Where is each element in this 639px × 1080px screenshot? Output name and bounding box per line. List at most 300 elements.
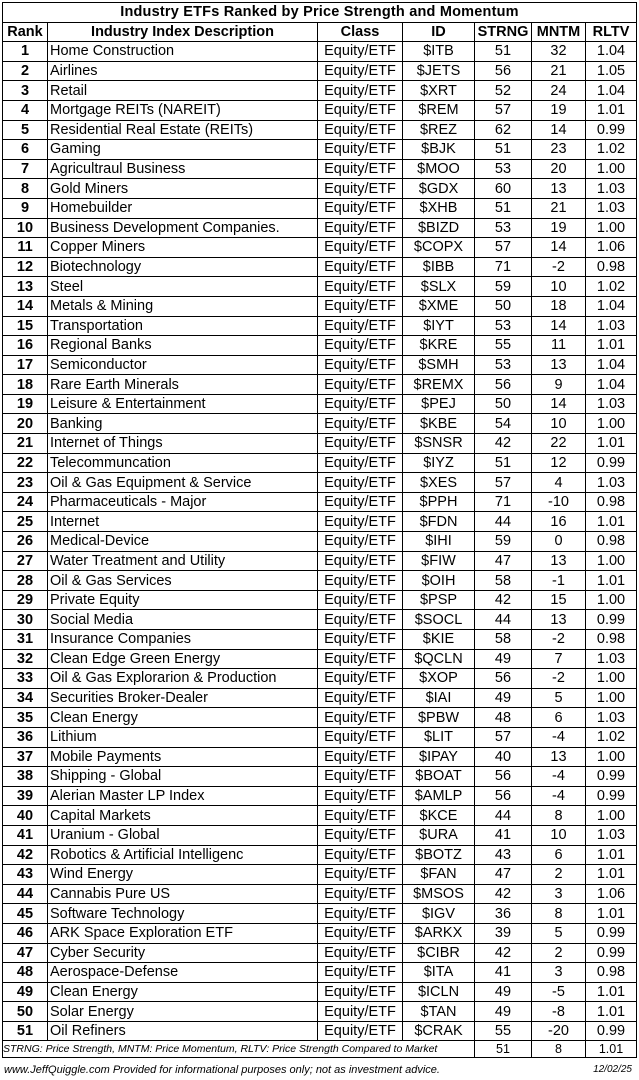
mntm-cell: 5 [532,923,586,943]
rltv-cell: 1.04 [586,355,637,375]
id-cell: $OIH [403,571,475,591]
rltv-cell: 1.01 [586,1002,637,1022]
id-cell: $COPX [403,238,475,258]
rltv-cell: 1.04 [586,42,637,62]
strng-cell: 49 [475,982,532,1002]
id-cell: $JETS [403,61,475,81]
class-cell: Equity/ETF [318,120,403,140]
rank-cell: 19 [3,394,48,414]
rank-cell: 35 [3,708,48,728]
mntm-cell: 13 [532,747,586,767]
mntm-cell: 14 [532,120,586,140]
mntm-cell: -4 [532,786,586,806]
col-header-strng: STRNG [475,22,532,42]
rltv-cell: 1.01 [586,100,637,120]
class-cell: Equity/ETF [318,649,403,669]
id-cell: $PPH [403,492,475,512]
id-cell: $IAI [403,688,475,708]
rank-cell: 30 [3,610,48,630]
credit-line [2,1062,636,1078]
table-row [3,394,637,414]
strng-cell: 44 [475,512,532,532]
class-cell: Equity/ETF [318,257,403,277]
class-cell: Equity/ETF [318,159,403,179]
table-row [3,688,637,708]
description-cell: Mobile Payments [48,747,318,767]
class-cell: Equity/ETF [318,943,403,963]
description-cell: Oil & Gas Explorarion & Production [48,669,318,689]
rltv-cell: 0.99 [586,1021,637,1041]
id-cell: $REMX [403,375,475,395]
strng-cell: 57 [475,100,532,120]
rltv-cell: 1.03 [586,394,637,414]
table-row [3,1021,637,1041]
strng-cell: 39 [475,923,532,943]
strng-cell: 43 [475,845,532,865]
class-cell: Equity/ETF [318,884,403,904]
class-cell: Equity/ETF [318,1002,403,1022]
rank-cell: 44 [3,884,48,904]
table-row [3,532,637,552]
strng-cell: 71 [475,492,532,512]
class-cell: Equity/ETF [318,238,403,258]
id-cell: $IYZ [403,453,475,473]
table-row [3,963,637,983]
class-cell: Equity/ETF [318,42,403,62]
rltv-cell: 1.02 [586,727,637,747]
strng-cell: 51 [475,42,532,62]
strng-cell: 48 [475,708,532,728]
description-cell: Homebuilder [48,198,318,218]
strng-cell: 41 [475,825,532,845]
rank-cell: 29 [3,590,48,610]
rltv-cell: 1.01 [586,865,637,885]
mntm-cell: -2 [532,630,586,650]
class-cell: Equity/ETF [318,571,403,591]
description-cell: Steel [48,277,318,297]
strng-cell: 42 [475,884,532,904]
rank-cell: 46 [3,923,48,943]
mntm-cell: 4 [532,473,586,493]
description-cell: Rare Earth Minerals [48,375,318,395]
class-cell: Equity/ETF [318,806,403,826]
strng-cell: 52 [475,81,532,101]
id-cell: $REZ [403,120,475,140]
rank-cell: 38 [3,767,48,787]
rank-cell: 5 [3,120,48,140]
rank-cell: 31 [3,630,48,650]
strng-cell: 57 [475,238,532,258]
mntm-cell: -10 [532,492,586,512]
strng-cell: 56 [475,375,532,395]
rltv-cell: 1.00 [586,806,637,826]
class-cell: Equity/ETF [318,708,403,728]
strng-cell: 59 [475,277,532,297]
table-row [3,375,637,395]
class-cell: Equity/ETF [318,1021,403,1041]
description-cell: Alerian Master LP Index [48,786,318,806]
rltv-cell: 1.03 [586,316,637,336]
mntm-cell: 2 [532,865,586,885]
strng-cell: 36 [475,904,532,924]
description-cell: Retail [48,81,318,101]
id-cell: $GDX [403,179,475,199]
table-row [3,806,637,826]
table-row [3,42,637,62]
mntm-cell: 19 [532,218,586,238]
table-row [3,982,637,1002]
col-header-class: Class [318,22,403,42]
mntm-cell: 6 [532,845,586,865]
class-cell: Equity/ETF [318,747,403,767]
mntm-cell: 14 [532,316,586,336]
description-cell: Robotics & Artificial Intelligenc [48,845,318,865]
strng-cell: 60 [475,179,532,199]
description-cell: Shipping - Global [48,767,318,787]
strng-cell: 57 [475,473,532,493]
table-row [3,649,637,669]
rank-cell: 8 [3,179,48,199]
table-row [3,747,637,767]
legend-text: STRNG: Price Strength, MNTM: Price Momentum, RLTV: Price Strength Compared to Market [3,1041,475,1058]
rank-cell: 34 [3,688,48,708]
mntm-cell: 21 [532,61,586,81]
mntm-cell: 19 [532,100,586,120]
id-cell: $REM [403,100,475,120]
table-row [3,551,637,571]
rltv-cell: 0.99 [586,610,637,630]
rltv-cell: 1.02 [586,140,637,160]
description-cell: Oil & Gas Services [48,571,318,591]
rank-cell: 18 [3,375,48,395]
class-cell: Equity/ETF [318,786,403,806]
id-cell: $SOCL [403,610,475,630]
rank-cell: 26 [3,532,48,552]
mntm-cell: 23 [532,140,586,160]
table-row [3,61,637,81]
class-cell: Equity/ETF [318,453,403,473]
table-title: Industry ETFs Ranked by Price Strength and Momentum [3,3,637,23]
rltv-cell: 0.98 [586,257,637,277]
table-row [3,1002,637,1022]
rltv-cell: 1.03 [586,649,637,669]
rltv-cell: 0.99 [586,767,637,787]
mntm-cell: 3 [532,963,586,983]
id-cell: $ITB [403,42,475,62]
rank-cell: 14 [3,296,48,316]
table-row [3,120,637,140]
strng-cell: 56 [475,786,532,806]
mntm-cell: 24 [532,81,586,101]
description-cell: Wind Energy [48,865,318,885]
strng-cell: 71 [475,257,532,277]
rltv-cell: 0.98 [586,963,637,983]
id-cell: $PEJ [403,394,475,414]
table-row [3,159,637,179]
table-row [3,414,637,434]
rank-cell: 12 [3,257,48,277]
table-row [3,630,637,650]
strng-cell: 41 [475,963,532,983]
rltv-cell: 0.99 [586,453,637,473]
rltv-cell: 0.99 [586,943,637,963]
class-cell: Equity/ETF [318,825,403,845]
description-cell: Clean Energy [48,982,318,1002]
id-cell: $XHB [403,198,475,218]
credit-text: www.JeffQuiggle.com Provided for informational purposes only; not as investment advice. [4,1064,440,1076]
strng-cell: 51 [475,198,532,218]
class-cell: Equity/ETF [318,630,403,650]
rltv-cell: 1.01 [586,336,637,356]
class-cell: Equity/ETF [318,551,403,571]
table-row [3,571,637,591]
class-cell: Equity/ETF [318,336,403,356]
strng-cell: 57 [475,727,532,747]
rltv-cell: 1.02 [586,277,637,297]
rank-cell: 25 [3,512,48,532]
table-row [3,100,637,120]
strng-cell: 53 [475,316,532,336]
class-cell: Equity/ETF [318,688,403,708]
table-row [3,610,637,630]
rltv-cell: 1.06 [586,884,637,904]
description-cell: Cannabis Pure US [48,884,318,904]
mntm-cell: 2 [532,943,586,963]
id-cell: $AMLP [403,786,475,806]
rltv-cell: 1.00 [586,551,637,571]
strng-cell: 51 [475,140,532,160]
table-row [3,904,637,924]
etf-ranking-sheet [2,2,636,1058]
column-header-row [3,22,637,42]
table-row [3,865,637,885]
mntm-cell: 13 [532,179,586,199]
id-cell: $IGV [403,904,475,924]
avg-strng: 51 [475,1041,532,1058]
mntm-cell: 18 [532,296,586,316]
class-cell: Equity/ETF [318,963,403,983]
table-row [3,590,637,610]
mntm-cell: -4 [532,767,586,787]
description-cell: Clean Energy [48,708,318,728]
mntm-cell: 14 [532,394,586,414]
mntm-cell: -1 [532,571,586,591]
table-row [3,923,637,943]
mntm-cell: 10 [532,277,586,297]
class-cell: Equity/ETF [318,375,403,395]
id-cell: $MOO [403,159,475,179]
strng-cell: 49 [475,1002,532,1022]
description-cell: Leisure & Entertainment [48,394,318,414]
mntm-cell: 21 [532,198,586,218]
class-cell: Equity/ETF [318,434,403,454]
strng-cell: 42 [475,943,532,963]
description-cell: Software Technology [48,904,318,924]
mntm-cell: -20 [532,1021,586,1041]
id-cell: $XOP [403,669,475,689]
legend-row [3,1041,637,1058]
rltv-cell: 1.00 [586,669,637,689]
rank-cell: 32 [3,649,48,669]
description-cell: Regional Banks [48,336,318,356]
mntm-cell: 13 [532,355,586,375]
description-cell: Medical-Device [48,532,318,552]
class-cell: Equity/ETF [318,492,403,512]
description-cell: Oil Refiners [48,1021,318,1041]
id-cell: $XRT [403,81,475,101]
mntm-cell: 12 [532,453,586,473]
table-row [3,767,637,787]
class-cell: Equity/ETF [318,296,403,316]
col-header-rltv: RLTV [586,22,637,42]
report-date: 12/02/25 [593,1064,632,1075]
description-cell: Gaming [48,140,318,160]
col-header-rank: Rank [3,22,48,42]
table-row [3,179,637,199]
description-cell: Semiconductor [48,355,318,375]
mntm-cell: 15 [532,590,586,610]
description-cell: Metals & Mining [48,296,318,316]
strng-cell: 58 [475,630,532,650]
table-row [3,81,637,101]
rank-cell: 39 [3,786,48,806]
mntm-cell: 0 [532,532,586,552]
class-cell: Equity/ETF [318,610,403,630]
strng-cell: 62 [475,120,532,140]
strng-cell: 44 [475,806,532,826]
class-cell: Equity/ETF [318,61,403,81]
rltv-cell: 1.00 [586,159,637,179]
id-cell: $QCLN [403,649,475,669]
rank-cell: 27 [3,551,48,571]
description-cell: Telecommuncation [48,453,318,473]
strng-cell: 47 [475,865,532,885]
strng-cell: 55 [475,336,532,356]
mntm-cell: -8 [532,1002,586,1022]
description-cell: Copper Miners [48,238,318,258]
strng-cell: 53 [475,218,532,238]
id-cell: $ARKX [403,923,475,943]
id-cell: $MSOS [403,884,475,904]
class-cell: Equity/ETF [318,904,403,924]
description-cell: Cyber Security [48,943,318,963]
mntm-cell: 8 [532,904,586,924]
description-cell: Gold Miners [48,179,318,199]
strng-cell: 47 [475,551,532,571]
strng-cell: 56 [475,61,532,81]
description-cell: Biotechnology [48,257,318,277]
rank-cell: 28 [3,571,48,591]
table-row [3,316,637,336]
table-row [3,296,637,316]
mntm-cell: 11 [532,336,586,356]
rltv-cell: 0.99 [586,923,637,943]
description-cell: Oil & Gas Equipment & Service [48,473,318,493]
description-cell: Clean Edge Green Energy [48,649,318,669]
id-cell: $ITA [403,963,475,983]
col-header-description: Industry Index Description [48,22,318,42]
description-cell: Residential Real Estate (REITs) [48,120,318,140]
class-cell: Equity/ETF [318,140,403,160]
table-row [3,218,637,238]
class-cell: Equity/ETF [318,532,403,552]
class-cell: Equity/ETF [318,865,403,885]
table-row [3,884,637,904]
rltv-cell: 0.99 [586,120,637,140]
strng-cell: 54 [475,414,532,434]
rank-cell: 17 [3,355,48,375]
rank-cell: 6 [3,140,48,160]
rltv-cell: 1.00 [586,414,637,434]
table-row [3,198,637,218]
class-cell: Equity/ETF [318,982,403,1002]
strng-cell: 55 [475,1021,532,1041]
strng-cell: 59 [475,532,532,552]
rltv-cell: 0.98 [586,630,637,650]
rank-cell: 47 [3,943,48,963]
description-cell: Capital Markets [48,806,318,826]
table-row [3,355,637,375]
mntm-cell: 5 [532,688,586,708]
rank-cell: 49 [3,982,48,1002]
rank-cell: 24 [3,492,48,512]
rank-cell: 36 [3,727,48,747]
rltv-cell: 1.06 [586,238,637,258]
table-row [3,257,637,277]
description-cell: Pharmaceuticals - Major [48,492,318,512]
rank-cell: 15 [3,316,48,336]
rank-cell: 10 [3,218,48,238]
id-cell: $FIW [403,551,475,571]
class-cell: Equity/ETF [318,923,403,943]
mntm-cell: 9 [532,375,586,395]
id-cell: $KCE [403,806,475,826]
table-row [3,277,637,297]
rltv-cell: 0.99 [586,786,637,806]
description-cell: Internet of Things [48,434,318,454]
rank-cell: 42 [3,845,48,865]
rank-cell: 7 [3,159,48,179]
rltv-cell: 1.05 [586,61,637,81]
description-cell: Business Development Companies. [48,218,318,238]
strng-cell: 53 [475,159,532,179]
rltv-cell: 1.01 [586,982,637,1002]
class-cell: Equity/ETF [318,81,403,101]
id-cell: $FDN [403,512,475,532]
description-cell: Transportation [48,316,318,336]
rank-cell: 37 [3,747,48,767]
rltv-cell: 1.03 [586,708,637,728]
rank-cell: 2 [3,61,48,81]
id-cell: $CIBR [403,943,475,963]
table-row [3,434,637,454]
mntm-cell: 16 [532,512,586,532]
table-row [3,492,637,512]
strng-cell: 53 [475,355,532,375]
strng-cell: 42 [475,434,532,454]
rltv-cell: 1.04 [586,81,637,101]
table-row [3,512,637,532]
strng-cell: 58 [475,571,532,591]
rank-cell: 21 [3,434,48,454]
rltv-cell: 1.01 [586,434,637,454]
id-cell: $BOAT [403,767,475,787]
class-cell: Equity/ETF [318,727,403,747]
table-row [3,727,637,747]
description-cell: Internet [48,512,318,532]
id-cell: $KIE [403,630,475,650]
rltv-cell: 1.03 [586,473,637,493]
